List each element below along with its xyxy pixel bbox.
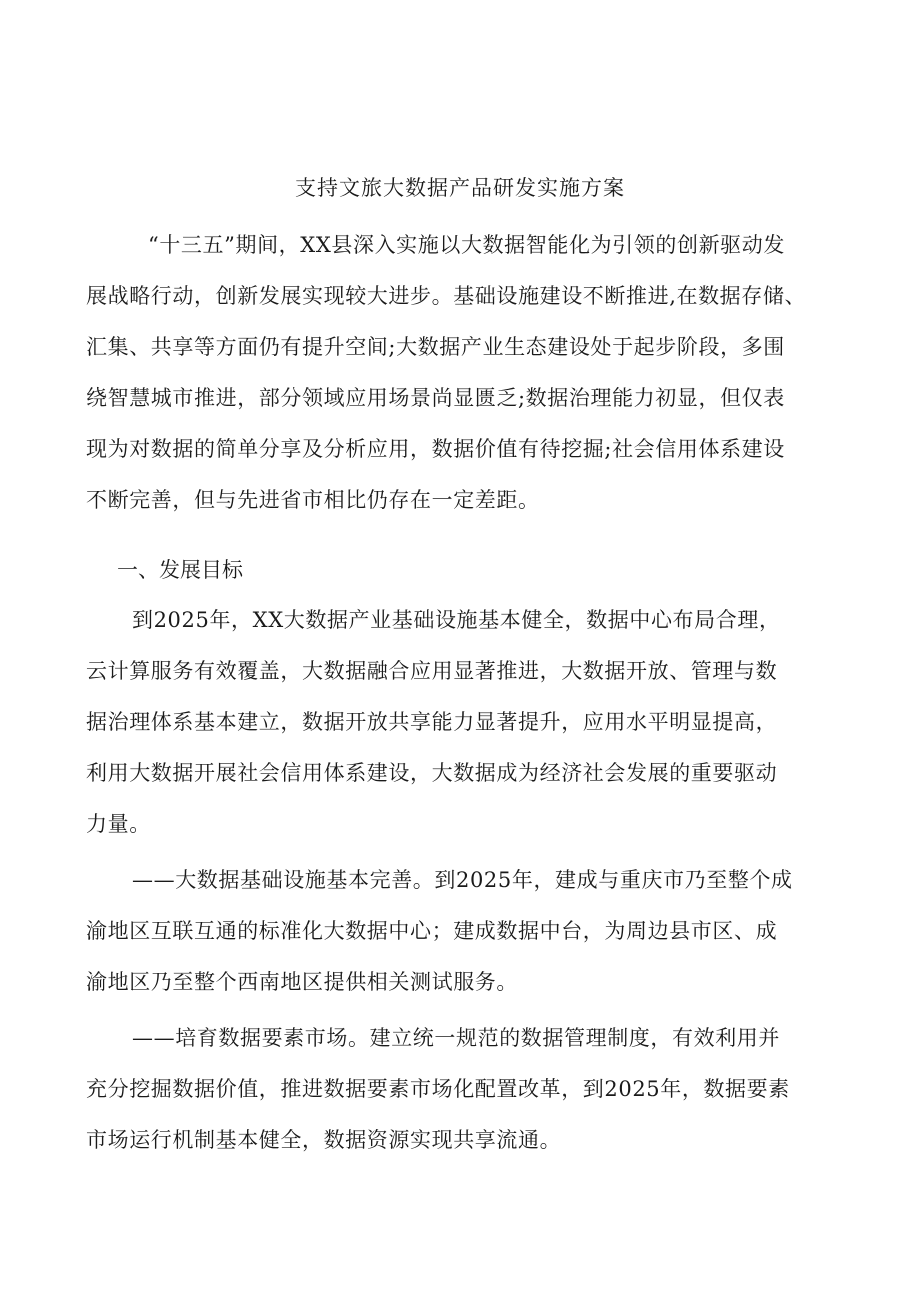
data-market-line: ——培育数据要素市场。建立统一规范的数据管理制度，有效利用并: [132, 1026, 780, 1050]
goals-line: 到2025年，XX大数据产业基础设施基本健全，数据中心布局合理，: [132, 608, 781, 632]
section-heading: 一、发展目标: [117, 558, 243, 582]
document-title: 支持文旅大数据产品研发实施方案: [295, 176, 625, 200]
intro-line: 现为对数据的简单分享及分析应用，数据价值有待挖掘;社会信用体系建设: [86, 437, 785, 461]
intro-line: 不断完善，但与先进省市相比仍存在一定差距。: [86, 488, 540, 512]
goals-line: 力量。: [86, 812, 151, 836]
goals-line: 云计算服务有效覆盖，大数据融合应用显著推进，大数据开放、管理与数: [86, 659, 778, 683]
infrastructure-line: 渝地区乃至整个西南地区提供相关测试服务。: [86, 970, 518, 994]
intro-line: 汇集、共享等方面仍有提升空间;大数据产业生态建设处于起步阶段，多围: [86, 335, 785, 359]
intro-line: “十三五”期间，XX县深入实施以大数据智能化为引领的创新驱动发: [148, 233, 785, 257]
goals-line: 据治理体系基本建立，数据开放共享能力显著提升，应用水平明显提高，: [86, 710, 778, 734]
infrastructure-line: 渝地区互联互通的标准化大数据中心；建成数据中台，为周边县市区、成: [86, 919, 778, 943]
intro-line: 展战略行动，创新发展实现较大进步。基础设施建设不断推进,在数据存储、: [86, 284, 807, 308]
data-market-line: 充分挖掘数据价值，推进数据要素市场化配置改革，到2025年，数据要素: [86, 1077, 790, 1101]
goals-line: 利用大数据开展社会信用体系建设，大数据成为经济社会发展的重要驱动: [86, 761, 778, 785]
data-market-line: 市场运行机制基本健全，数据资源实现共享流通。: [86, 1128, 562, 1152]
intro-line: 绕智慧城市推进，部分领域应用场景尚显匮乏;数据治理能力初显，但仅表: [86, 386, 785, 410]
infrastructure-line: ——大数据基础设施基本完善。到2025年，建成与重庆市乃至整个成: [132, 868, 793, 892]
